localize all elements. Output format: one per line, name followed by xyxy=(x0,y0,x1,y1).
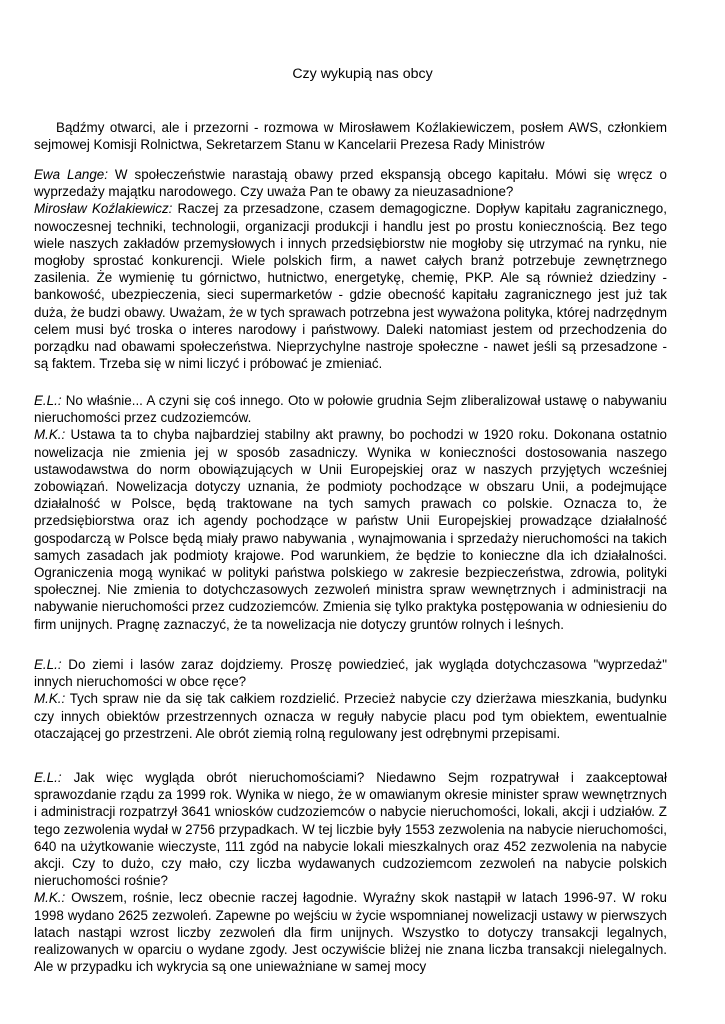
question-speaker: E.L.: xyxy=(34,770,62,785)
answer-speaker: M.K.: xyxy=(34,691,66,707)
question-text: Do ziemi i lasów zaraz dojdziemy. Proszę powiedzieć, jak wygląda dotychczasowa "wyprzedaż" innych nieruchomości w obce ręce? xyxy=(34,657,667,690)
intro-paragraph xyxy=(34,119,667,153)
answer-text: Raczej za przesadzone, czasem demagogiczne. Dopływ kapitału zagranicznego, nowoczesnej techniki, technologii, organizacji produkcji i handlu jest po prostu koniecznością. Bez tego wiele naszych zakładów przemysłowych i innych przedsiębiorstw nie mogłoby się utrzymać na rynku, nie mogłoby sprostać konkurencji. Wiele polskich firm, a nawet całych branż potrzebuje zewnętrznego zasilenia. Że wymienię tu górnictwo, hutnictwo, energetykę, chemię, PKP. Ale są również dziedziny - bankowość, ubezpieczenia, sieci supermarketów - gdzie obecność kapitału zagranicznego jest już tak duża, że budzi obawy. Uważam, że w tych sprawach potrzebna jest wyważona polityka, której nadrzędnym celem musi być troska o interes narodowy i państwowy. Daleki natomiast jestem od przechodzenia do porządku nad obawami społeczeństwa. Nieprzychylne nastroje społeczne - nawet jeśli są przesadzone - są faktem. Trzeba się w nimi liczyć i próbować je zmieniać. xyxy=(34,201,667,372)
question-text: No właśnie... A czyni się coś innego. Oto w połowie grudnia Sejm zliberalizował ustawę o nabywaniu nieruchomości przez cudzoziemców. xyxy=(34,393,667,426)
answer-text: Ustawa ta to chyba najbardziej stabilny akt prawny, bo pochodzi w 1920 roku. Dokonana ostatnio nowelizacja nie zmienia jej w sposób zasadniczy. Wynika w konieczności dostosowania naszego ustawodawstwa do norm obowiązujących w Unii Europejskiej oraz w naszych przyjętych wcześniej zobowiązań. Nowelizacja dotyczy uznania, że podmioty pochodzące w obszaru Unii, a podejmujące działalność w Polsce, będą traktowane na tych samych prawach co polskie. Oznacza to, że przedsiębiorstwa oraz ich agendy pochodzące w państw Unii Europejskiej prowadzące działalność gospodarczą w Polsce będą miały prawo nabywania , wynajmowania i sprzedaży nieruchomości na takich samych zasadach jak podmioty krajowe. Pod warunkiem, że będzie to konieczne dla ich działalności. Ograniczenia mogą wynikać w polityki państwa polskiego w zakresie bezpieczeństwa, zdrowia, polityki społecznej. Nie zmienia to dotychczasowych zezwoleń ministra spraw wewnętrznych i administracji na nabywanie nieruchomości przez cudzoziemców. Zmienia się tylko praktyka postępowania w odniesieniu do firm unijnych. Pragnę zaznaczyć, że ta nowelizacja nie dotyczy gruntów rolnych i leśnych. xyxy=(34,427,667,632)
question-speaker: Ewa Lange: xyxy=(34,167,108,182)
interview-section-1 xyxy=(34,166,667,372)
question-speaker: E.L.: xyxy=(34,657,62,672)
interview-section-2 xyxy=(34,392,667,633)
answer-speaker: M.K.: xyxy=(34,427,66,443)
interview-section-4 xyxy=(34,769,667,975)
answer-speaker: Mirosław Koźlakiewicz: xyxy=(34,201,173,217)
interview-section-3 xyxy=(34,656,667,742)
answer-text: Tych spraw nie da się tak całkiem rozdzielić. Przecież nabycie czy dzierżawa mieszkania, budynku czy innych obiektów przestrzennych oznacza w reguły nabycie placu pod tym obiektem, ewentualnie otaczającej go przestrzeni. Ale obrót ziemią rolną regulowany jest odrębnymi przepisami. xyxy=(34,691,667,741)
answer-speaker: M.K.: xyxy=(34,890,66,906)
question-text: W społeczeństwie narastają obawy przed ekspansją obcego kapitału. Mówi się wręcz o wyprzedaży majątku narodowego. Czy uważa Pan te obawy za nieuzasadnione? xyxy=(34,167,667,200)
document-title: Czy wykupią nas obcy xyxy=(292,66,433,82)
question-text: Jak więc wygląda obrót nieruchomościami? Niedawno Sejm rozpatrywał i zaakceptował sprawozdanie rządu za 1999 rok. Wynika w niego, że w omawianym okresie minister spraw wewnętrznych i administracji rozpatrzył 3641 wniosków cudzoziemców o nabycie nieruchomości, lokali, akcji i udziałów. Z tego zezwolenia wydał w 2756 przypadkach. W tej liczbie były 1553 zezwolenia na nabycie nieruchomości, 640 na użytkowanie wieczyste, 111 zgód na nabycie lokali mieszkalnych oraz 452 zezwolenia na nabycie akcji. Czy to dużo, czy mało, czy liczba wydawanych cudzoziemcom zezwoleń na nabycie polskich nieruchomości rośnie? xyxy=(34,770,667,889)
question-speaker: E.L.: xyxy=(34,393,62,408)
intro-text: Bądźmy otwarci, ale i przezorni - rozmowa w Mirosławem Koźlakiewiczem, posłem AWS, członkiem sejmowej Komisji Rolnictwa, Sekretarzem Stanu w Kancelarii Prezesa Rady Ministrów xyxy=(34,120,667,153)
answer-text: Owszem, rośnie, lecz obecnie raczej łagodnie. Wyraźny skok nastąpił w latach 1996-97. W roku 1998 wydano 2625 zezwoleń. Zapewne po wejściu w życie wspomnianej nowelizacji ustawy w pierwszych latach nastąpi wzrost liczby zezwoleń dla firm unijnych. Wszystko to dotyczy transakcji legalnych, realizowanych w oparciu o wydane zgody. Jest oczywiście bliżej nie znana liczba transakcji nielegalnych. Ale w przypadku ich wykrycia są one unieważniane w samej mocy xyxy=(34,890,667,975)
